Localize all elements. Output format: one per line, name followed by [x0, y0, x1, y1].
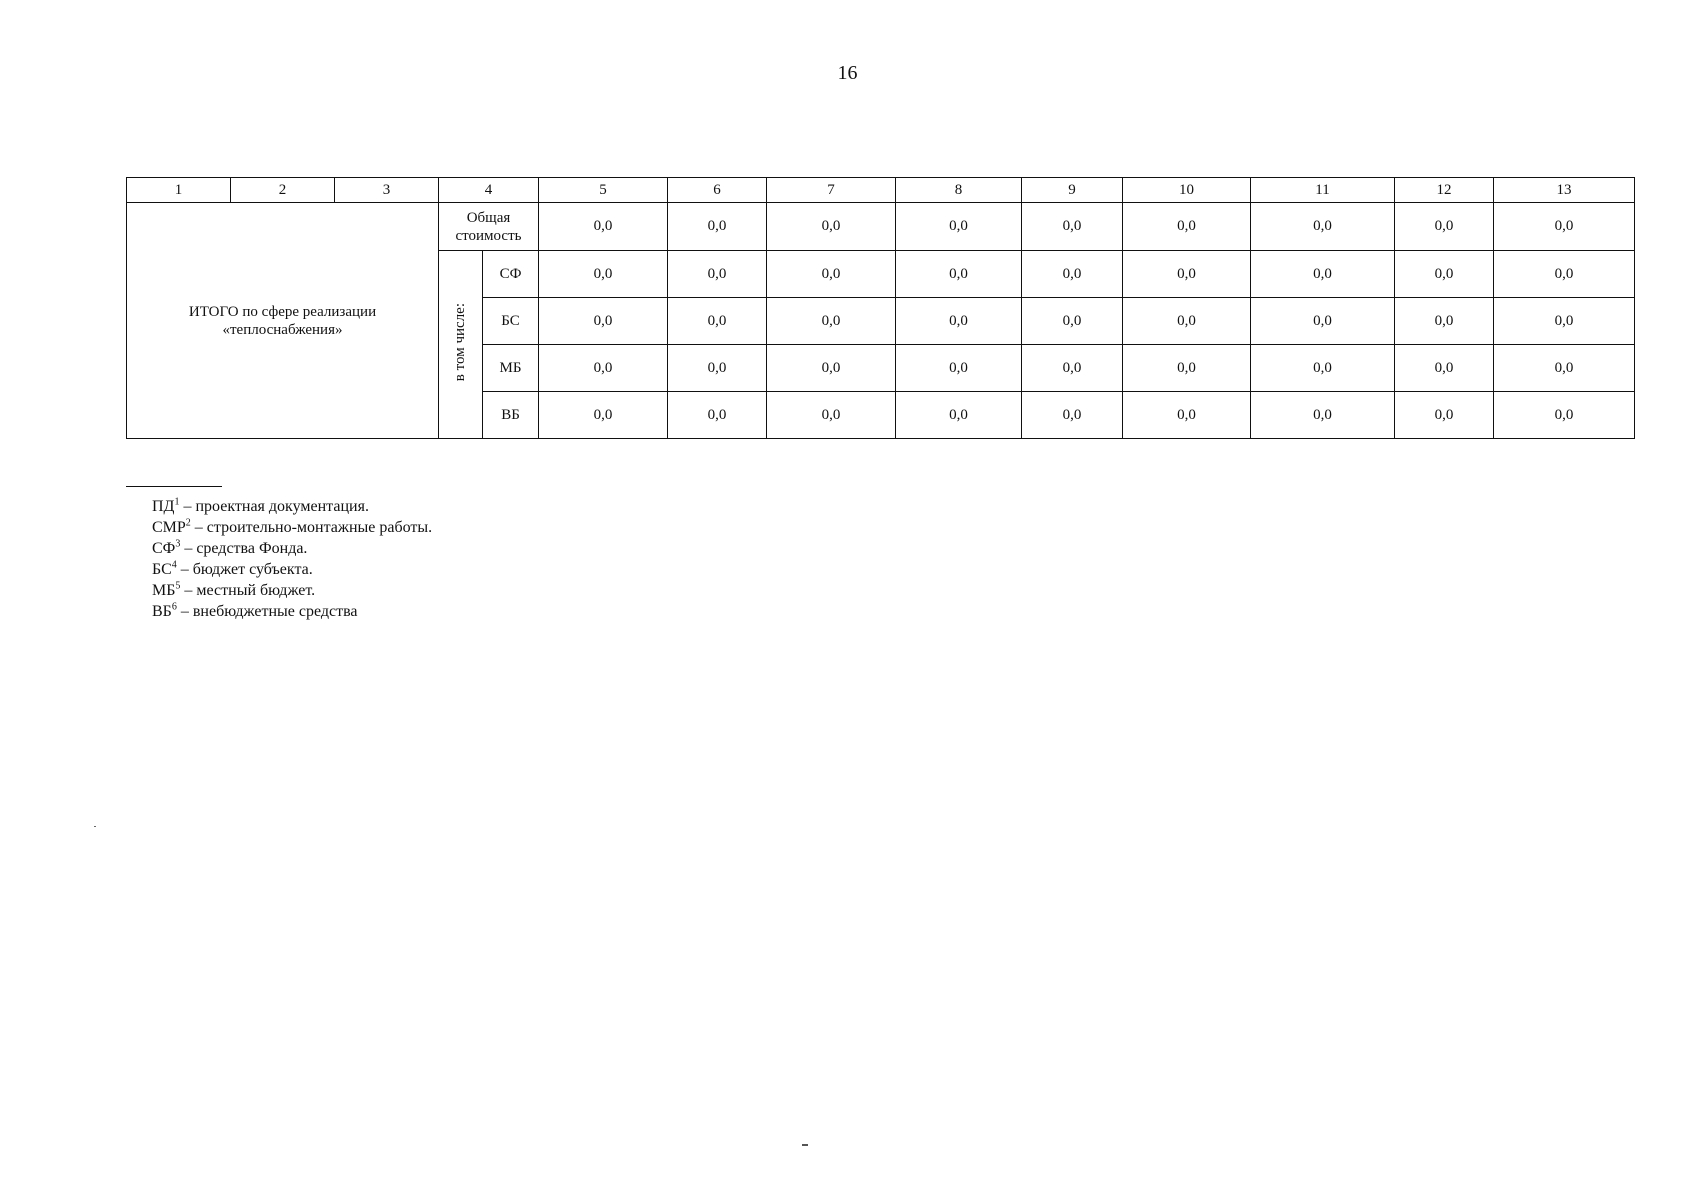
total-cost-row — [127, 203, 1635, 251]
footnote-item: $ПД^1$ – проектная документация. — [152, 496, 369, 515]
value-cell: 0,0 — [896, 298, 1022, 345]
value-cell: 0,0 — [539, 251, 668, 298]
value-cell: 0,0 — [539, 203, 668, 251]
value-cell: 0,0 — [1494, 298, 1635, 345]
value-cell: 0,0 — [1123, 298, 1251, 345]
value-cell: 0,0 — [1251, 345, 1395, 392]
budget-table — [126, 177, 1635, 439]
header-cell: 11 — [1251, 178, 1395, 203]
header-cell: 12 — [1395, 178, 1494, 203]
value-cell: 0,0 — [1251, 251, 1395, 298]
header-cell: 1 — [127, 178, 231, 203]
scan-speck — [802, 1144, 808, 1146]
total-cost-label-cell — [439, 203, 539, 251]
value-cell: 0,0 — [668, 345, 767, 392]
scan-speck — [94, 826, 96, 827]
value-cell: 0,0 — [668, 298, 767, 345]
total-label-cell — [127, 203, 439, 439]
value-cell: 0,0 — [1395, 298, 1494, 345]
value-cell: 0,0 — [1251, 203, 1395, 251]
header-cell: 4 — [439, 178, 539, 203]
value-cell: 0,0 — [767, 345, 896, 392]
value-cell: 0,0 — [1494, 345, 1635, 392]
footnote-item: СМР$^2$ – строительно-монтажные работы. — [152, 517, 433, 536]
header-cell: 8 — [896, 178, 1022, 203]
value-cell: 0,0 — [1123, 251, 1251, 298]
value-cell: 0,0 — [1123, 345, 1251, 392]
value-cell: 0,0 — [896, 392, 1022, 439]
value-cell: 0,0 — [1251, 392, 1395, 439]
total-label-line: «теплоснабжения» — [222, 321, 343, 338]
header-cell: 7 — [767, 178, 896, 203]
value-cell: 0,0 — [1022, 203, 1123, 251]
value-cell: 0,0 — [1022, 345, 1123, 392]
value-cell: 0,0 — [1395, 203, 1494, 251]
footnote-divider — [126, 486, 222, 487]
header-cell: 10 — [1123, 178, 1251, 203]
value-cell: 0,0 — [1395, 251, 1494, 298]
value-cell: 0,0 — [668, 251, 767, 298]
funding-code-cell: МБ — [483, 345, 539, 392]
total-label-line: ИТОГО по сфере реализации — [188, 303, 377, 320]
footnote-item: $БС^4$ – бюджет субъекта. — [152, 559, 313, 578]
header-row — [127, 178, 1635, 203]
cost-label-line: Общая — [466, 209, 511, 226]
value-cell: 0,0 — [539, 298, 668, 345]
value-cell: 0,0 — [896, 203, 1022, 251]
value-cell: 0,0 — [539, 392, 668, 439]
header-cell: 6 — [668, 178, 767, 203]
value-cell: 0,0 — [767, 251, 896, 298]
value-cell: 0,0 — [1022, 251, 1123, 298]
value-cell: 0,0 — [767, 298, 896, 345]
funding-code-cell: БС — [483, 298, 539, 345]
footnotes — [152, 496, 432, 622]
footnote-item: $ВБ^6$ – внебюджетные средства — [152, 601, 358, 620]
cost-label-line: стоимость — [455, 227, 522, 244]
funding-code-cell: СФ — [483, 251, 539, 298]
footnote-item: $СФ^3$ – средства Фонда. — [152, 538, 308, 557]
value-cell: 0,0 — [668, 203, 767, 251]
header-cell: 13 — [1494, 178, 1635, 203]
header-cell: 3 — [335, 178, 439, 203]
value-cell: 0,0 — [1123, 392, 1251, 439]
value-cell: 0,0 — [539, 345, 668, 392]
value-cell: 0,0 — [668, 392, 767, 439]
value-cell: 0,0 — [1494, 251, 1635, 298]
value-cell: 0,0 — [767, 203, 896, 251]
including-label: в том числе: — [452, 302, 468, 382]
including-label-cell — [439, 251, 483, 439]
value-cell: 0,0 — [1251, 298, 1395, 345]
value-cell: 0,0 — [1494, 203, 1635, 251]
value-cell: 0,0 — [1123, 203, 1251, 251]
footnote-item: $МБ^5$ – местный бюджет. — [152, 580, 316, 599]
header-cell: 5 — [539, 178, 668, 203]
value-cell: 0,0 — [896, 251, 1022, 298]
header-cell: 9 — [1022, 178, 1123, 203]
value-cell: 0,0 — [767, 392, 896, 439]
value-cell: 0,0 — [896, 345, 1022, 392]
value-cell: 0,0 — [1494, 392, 1635, 439]
value-cell: 0,0 — [1022, 392, 1123, 439]
value-cell: 0,0 — [1395, 392, 1494, 439]
page-number: 16 — [837, 62, 858, 84]
value-cell: 0,0 — [1022, 298, 1123, 345]
value-cell: 0,0 — [1395, 345, 1494, 392]
header-cell: 2 — [231, 178, 335, 203]
funding-code-cell: ВБ — [483, 392, 539, 439]
